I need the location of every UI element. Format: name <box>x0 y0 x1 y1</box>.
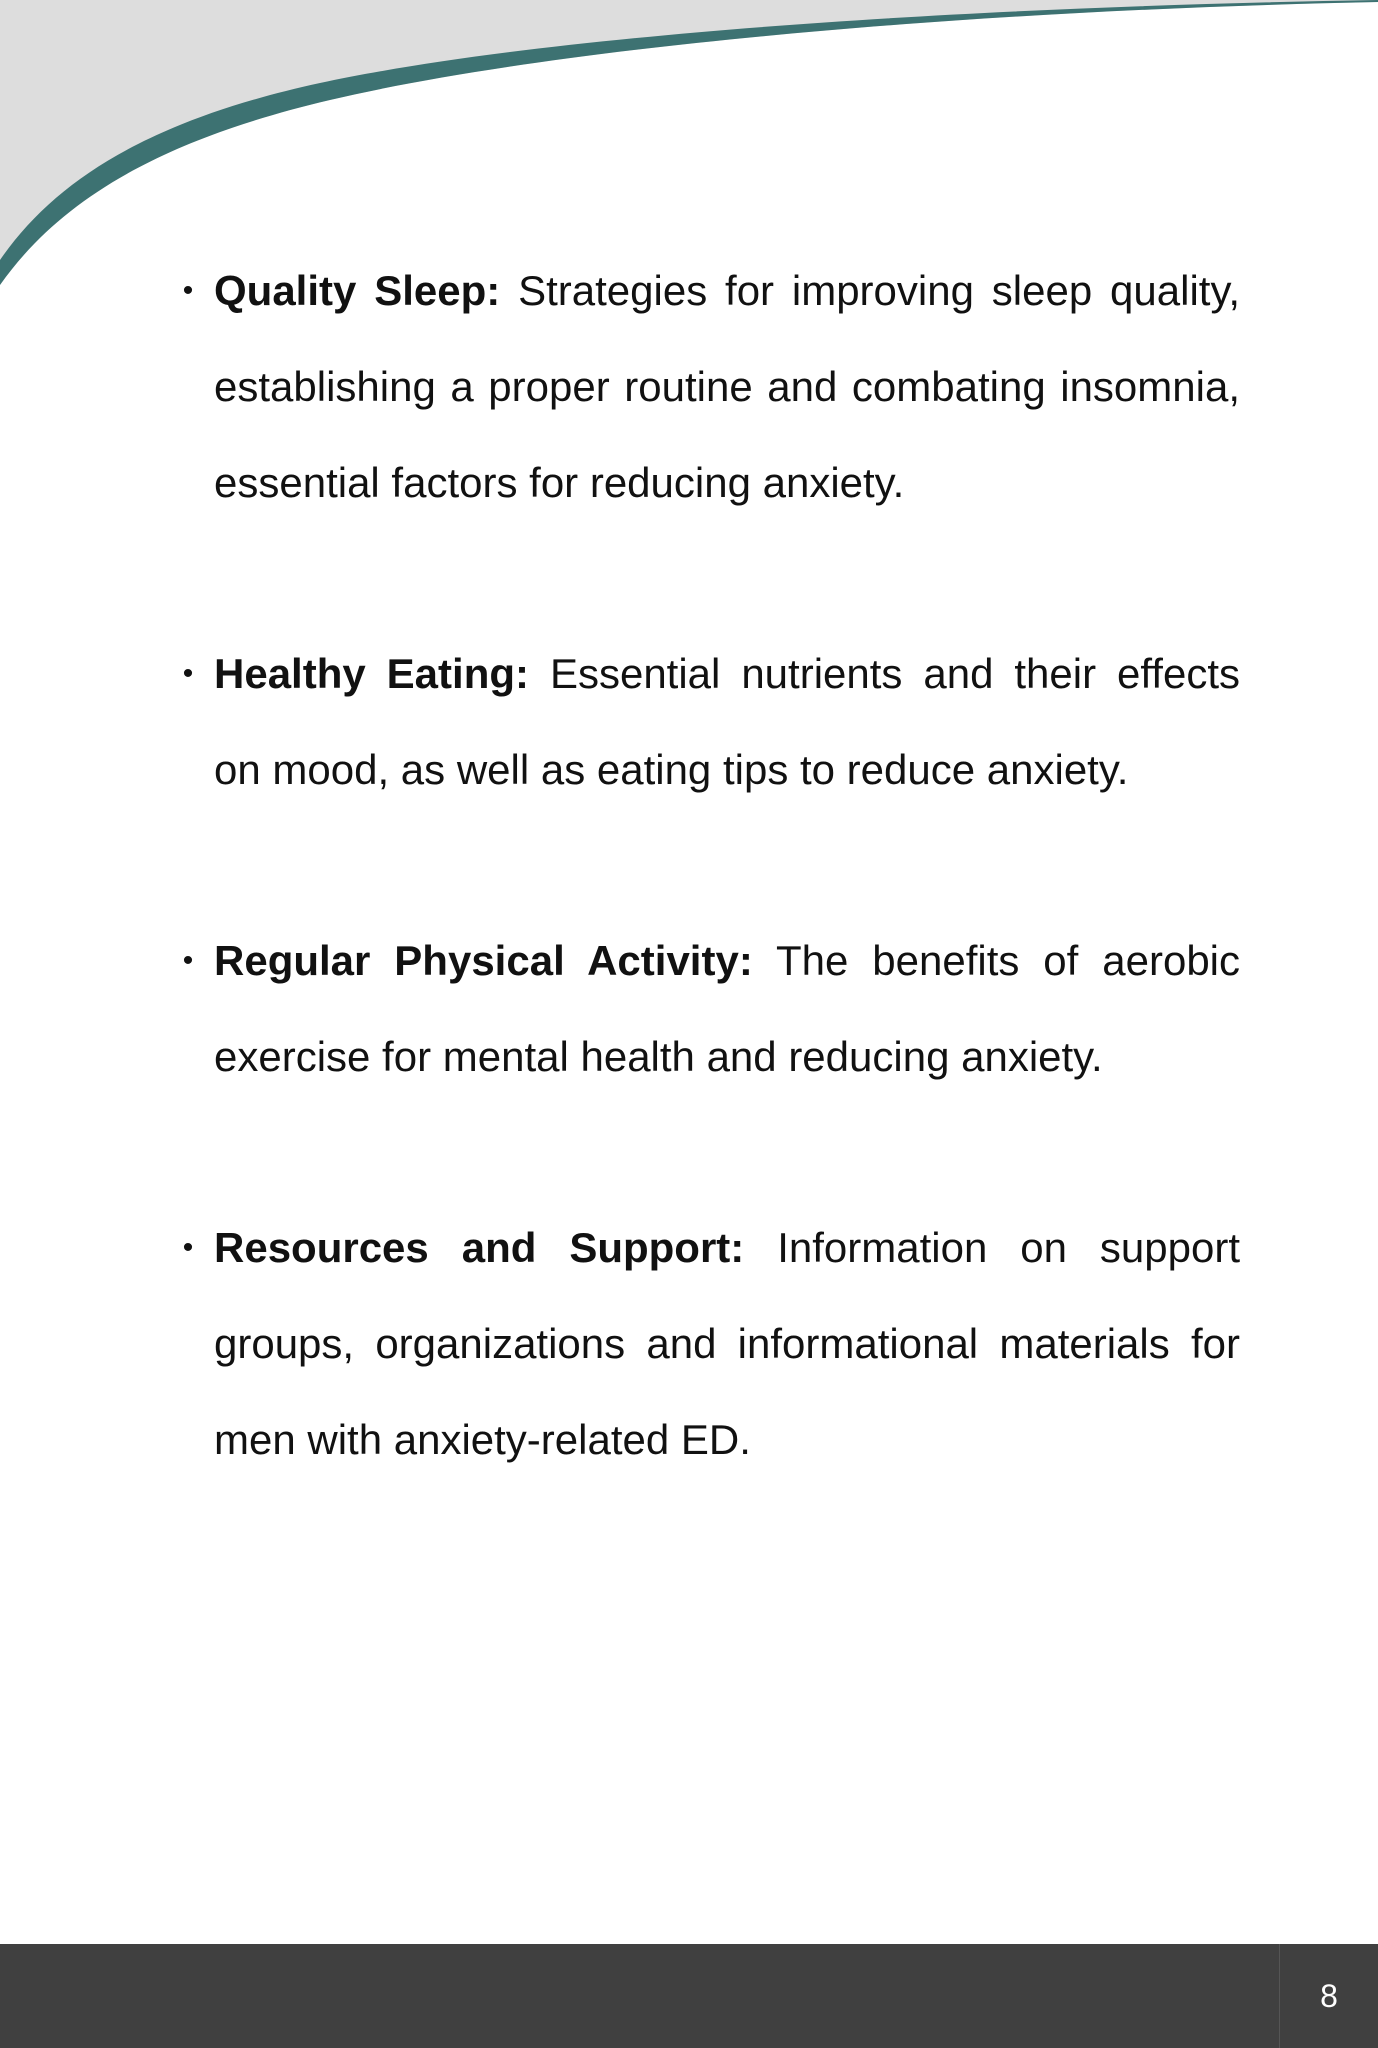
bullet-dot-icon: • <box>182 944 194 977</box>
bullet-text: Information on support groups, organizations and informational materials for men with anxiety-related ED. <box>214 1224 1240 1463</box>
bullet-term: Healthy Eating: <box>214 650 529 697</box>
bullet-dot-icon: • <box>182 274 194 307</box>
bullet-text: Essential nutrients and their effects on mood, as well as eating tips to reduce anxiety. <box>214 650 1240 793</box>
bullet-list <box>178 243 1240 1583</box>
bullet-item-physical-activity <box>178 913 1240 1105</box>
bullet-term: Resources and Support: <box>214 1224 745 1271</box>
bullet-dot-icon: • <box>182 657 194 690</box>
bullet-text: Strategies for improving sleep quality, establishing a proper routine and combating insomnia, essential factors for reducing anxiety. <box>214 267 1240 506</box>
bullet-term: Quality Sleep: <box>214 267 501 314</box>
bullet-item-quality-sleep <box>178 243 1240 531</box>
bullet-term: Regular Physical Activity: <box>214 937 753 984</box>
bullet-dot-icon: • <box>182 1231 194 1264</box>
page-number: 8 <box>1320 1977 1338 2014</box>
bullet-text: The benefits of aerobic exercise for mental health and reducing anxiety. <box>214 937 1241 1080</box>
bullet-item-healthy-eating <box>178 626 1240 818</box>
page-number-box <box>1279 1944 1378 2048</box>
bullet-item-resources-support <box>178 1200 1240 1488</box>
footer-bar <box>0 1944 1378 2048</box>
